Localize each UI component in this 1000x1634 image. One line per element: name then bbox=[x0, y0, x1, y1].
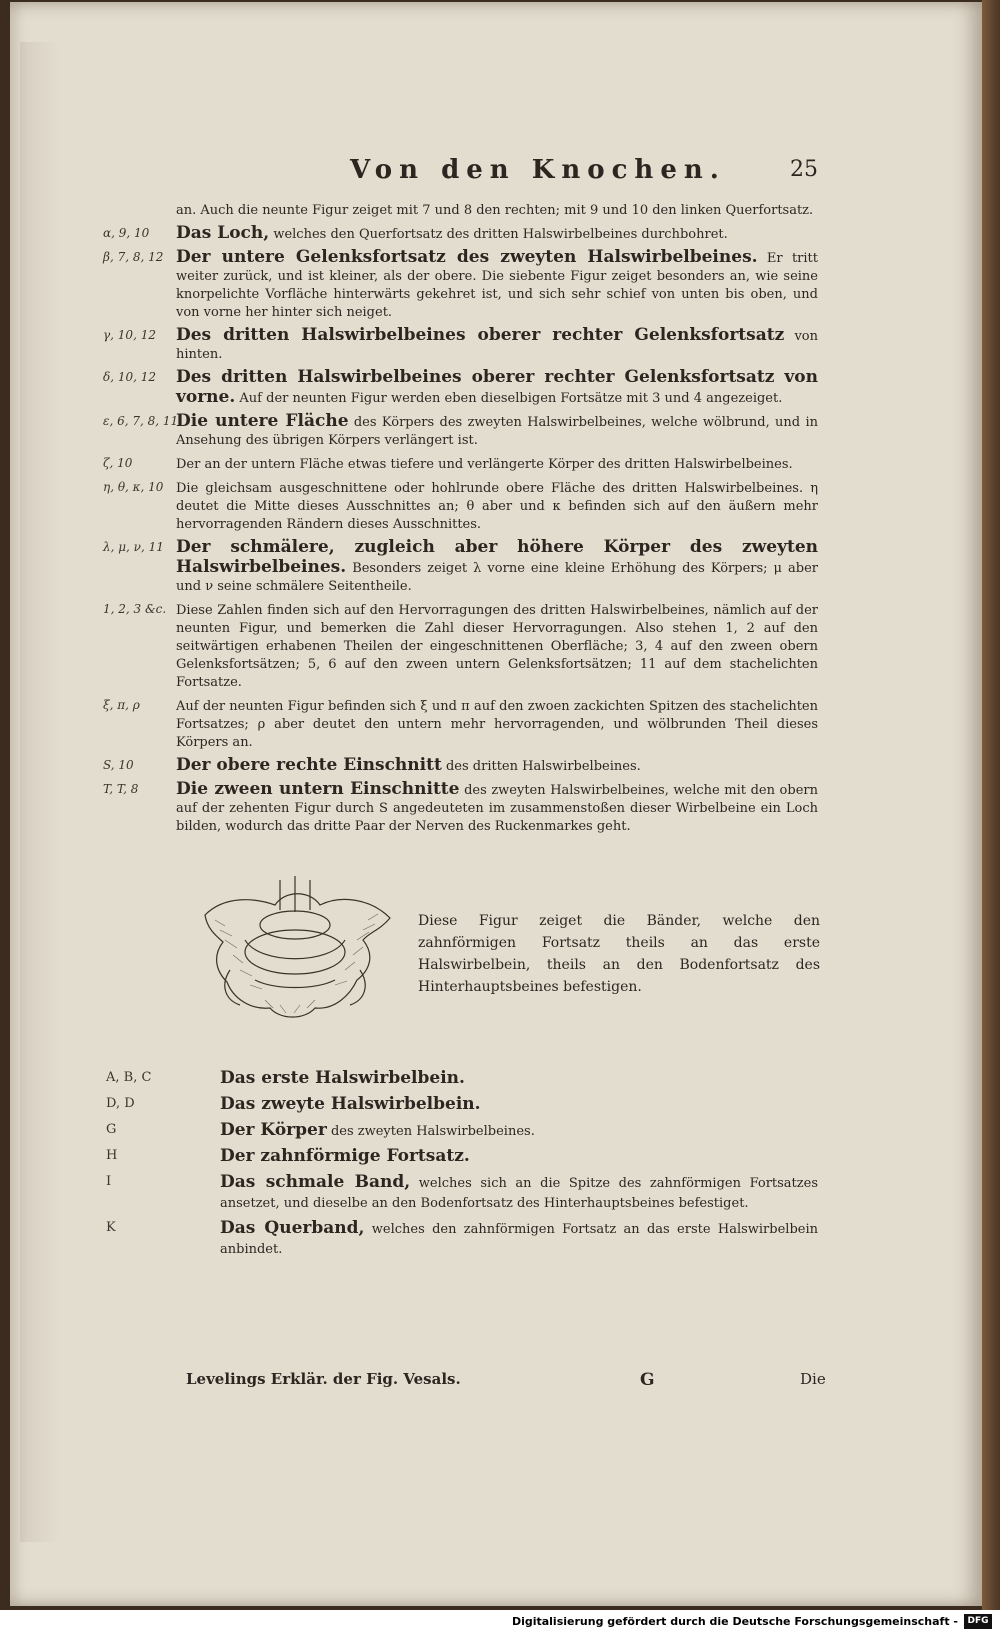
entry-schmaelere-koerper bbox=[0, 538, 1000, 596]
entry-text: Er tritt weiter zurück, und ist kleiner, als der obere. Die siebente Figur zeiget besonders an, wie seine knorpelichte Vorfläche hinterwärts gekehret ist, und sich sehr schief von unten bis oben, und von vorne her hinter sich neiget. bbox=[176, 251, 818, 320]
entry-text: Der an der untern Fläche etwas tiefere und verlängerte Körper des dritten Halswirbelbeines. bbox=[176, 457, 793, 472]
entry-lead: Der schmälere, zugleich aber höhere Körper des zweyten Halswirbelbeines. bbox=[176, 537, 818, 577]
entry-lead: Der obere rechte Einschnitt bbox=[176, 755, 442, 775]
entry-text: welches den Querfortsatz des dritten Halswirbelbeines durchbohret. bbox=[273, 227, 728, 242]
legend-item bbox=[0, 1094, 1000, 1116]
margin-label: λ, μ, ν, 11 bbox=[103, 540, 164, 554]
figure-explanations bbox=[0, 200, 1000, 840]
entry-text: Besonders zeiget λ vorne eine kleine Erhöhung des Körpers; μ aber und ν seine schmälere Seitentheile. bbox=[176, 561, 819, 594]
legend-lead: Der zahnförmige Fortsatz. bbox=[220, 1146, 470, 1166]
digitization-credit-bar bbox=[0, 1610, 1000, 1634]
entry-oberer-gelenksfortsatz-hinten bbox=[0, 326, 1000, 364]
legend-label: A, B, C bbox=[106, 1070, 152, 1085]
figure-caption: Diese Figur zeiget die Bänder, welche den zahnförmigen Fortsatz theils an das erste Halswirbelbein, theils an den Bodenfortsatz des Hinterhauptsbeines befestigen. bbox=[418, 913, 820, 995]
margin-label: S, 10 bbox=[103, 758, 134, 772]
legend-text: welches den zahnförmigen Fortsatz an das erste Halswirbelbein anbindet. bbox=[220, 1222, 818, 1257]
entry-text: des dritten Halswirbelbeines. bbox=[445, 759, 641, 774]
entry-text: Auf der neunten Figur werden eben dieselbigen Fortsätze mit 3 und 4 angezeiget. bbox=[239, 391, 783, 406]
entry-lead: Die untere Fläche bbox=[176, 411, 349, 431]
page-footer bbox=[0, 1370, 1000, 1400]
entry-untere-flaeche bbox=[0, 412, 1000, 450]
entry-obere-flaeche bbox=[0, 478, 1000, 534]
vertebra-ligament-engraving bbox=[185, 870, 405, 1030]
entry-lead: Die zween untern Einschnitte bbox=[176, 779, 460, 799]
dfg-logo-icon: DFG bbox=[964, 1614, 992, 1629]
vertebra-illustration bbox=[185, 870, 405, 1030]
legend-item bbox=[0, 1146, 1000, 1168]
entry-text: Auf der neunten Figur befinden sich ξ und π auf den zwoen zackichten Spitzen des stachelichten Fortsatzes; ρ aber deutet den untern mehr hervorragenden, und wölbrunden Theil dieses Körpers an. bbox=[176, 699, 818, 750]
legend-label: D, D bbox=[106, 1096, 135, 1111]
entry-verlaengerter-koerper bbox=[0, 454, 1000, 474]
legend-lead: Das zweyte Halswirbelbein. bbox=[220, 1094, 481, 1114]
entry-lead: Der untere Gelenksfortsatz des zweyten Halswirbelbeines. bbox=[176, 247, 758, 267]
running-title: Von den Knochen. bbox=[350, 155, 726, 185]
margin-label: δ, 10, 12 bbox=[103, 370, 157, 384]
entry-untere-einschnitte bbox=[0, 780, 1000, 836]
margin-label: ξ, π, ρ bbox=[103, 698, 140, 712]
entry-loch bbox=[0, 224, 1000, 244]
entry-lead: Das Loch, bbox=[176, 223, 270, 243]
entry-text: Die gleichsam ausgeschnittene oder hohlrunde obere Fläche des dritten Halswirbelbeines. η deutet die Mitte dieses Ausschnittes an; θ aber und κ befinden sich auf den äußern mehr hervorragenden Rändern dieses Ausschnittes. bbox=[176, 481, 818, 532]
margin-label: ε, 6, 7, 8, 11 bbox=[103, 414, 179, 428]
signature-mark: G bbox=[640, 1370, 655, 1390]
margin-label: ζ, 10 bbox=[103, 456, 133, 470]
legend-item bbox=[0, 1218, 1000, 1260]
margin-label: α, 9, 10 bbox=[103, 226, 150, 240]
figure-legend bbox=[0, 1068, 1000, 1264]
legend-lead: Der Körper bbox=[220, 1120, 327, 1140]
page-number: 25 bbox=[790, 157, 818, 182]
entry-text: von hinten. bbox=[176, 329, 818, 362]
entry-zackichte-spitzen bbox=[0, 696, 1000, 752]
legend-item bbox=[0, 1068, 1000, 1090]
entry-unterer-gelenksfortsatz bbox=[0, 248, 1000, 322]
margin-label: η, θ, κ, 10 bbox=[103, 480, 164, 494]
signature-note: Levelings Erklär. der Fig. Vesals. bbox=[186, 1370, 461, 1388]
entry-continuation bbox=[0, 200, 1000, 220]
legend-item bbox=[0, 1120, 1000, 1142]
legend-lead: Das schmale Band, bbox=[220, 1172, 411, 1192]
legend-lead: Das erste Halswirbelbein. bbox=[220, 1068, 465, 1088]
catchword: Die bbox=[800, 1370, 826, 1388]
legend-label: I bbox=[106, 1174, 112, 1189]
entry-text: des Körpers des zweyten Halswirbelbeines, welche wölbrund, und in Ansehung des übrigen Körpers verlängert ist. bbox=[176, 415, 818, 448]
legend-text: welches sich an die Spitze des zahnförmigen Fortsatzes ansetzet, und dieselbe an den Bodenfortsatz des Hinterhauptsbeines befestiget. bbox=[220, 1176, 818, 1211]
entry-oberer-einschnitt bbox=[0, 756, 1000, 776]
legend-item bbox=[0, 1172, 1000, 1214]
entry-oberer-gelenksfortsatz-vorne bbox=[0, 368, 1000, 408]
margin-label: T, T, 8 bbox=[103, 782, 139, 796]
credit-text: Digitalisierung gefördert durch die Deutsche Forschungsgemeinschaft - bbox=[511, 1615, 958, 1628]
legend-text: des zweyten Halswirbelbeines. bbox=[330, 1124, 535, 1139]
entry-hervorragungen bbox=[0, 600, 1000, 692]
page-header bbox=[0, 155, 1000, 195]
legend-label: H bbox=[106, 1148, 118, 1163]
entry-text: an. Auch die neunte Figur zeiget mit 7 und 8 den rechten; mit 9 und 10 den linken Querfortsatz. bbox=[176, 203, 814, 218]
legend-lead: Das Querband, bbox=[220, 1218, 365, 1238]
entry-lead: Des dritten Halswirbelbeines oberer rechter Gelenksfortsatz von vorne. bbox=[176, 367, 818, 407]
margin-label: β, 7, 8, 12 bbox=[103, 250, 164, 264]
entry-lead: Des dritten Halswirbelbeines oberer rechter Gelenksfortsatz bbox=[176, 325, 785, 345]
margin-label: γ, 10, 12 bbox=[103, 328, 156, 342]
entry-text: Diese Zahlen finden sich auf den Hervorragungen des dritten Halswirbelbeines, nämlich auf der neunten Figur, und bemerken die Zahl dieser Hervorragungen. Also stehen 1, 2 auf den seitwärtigen erhabenen Theilen der eingeschnittenen Oberfläche; 3, 4 auf den zween obern Gelenksfortsätzen; 5, 6 auf den zween untern Gelenksfortsätzen; 11 auf dem stachelichten Fortsatze. bbox=[176, 603, 818, 690]
entry-text: des zweyten Halswirbelbeines, welche mit den obern auf der zehenten Figur durch S angedeuteten im zusammenstoßen dieser Wirbelbeine ein Loch bilden, wodurch das dritte Paar der Nerven des Ruckenmarkes geht. bbox=[176, 783, 818, 834]
margin-label: 1, 2, 3 &c. bbox=[103, 602, 167, 616]
legend-label: G bbox=[106, 1122, 117, 1137]
legend-label: K bbox=[106, 1220, 116, 1235]
